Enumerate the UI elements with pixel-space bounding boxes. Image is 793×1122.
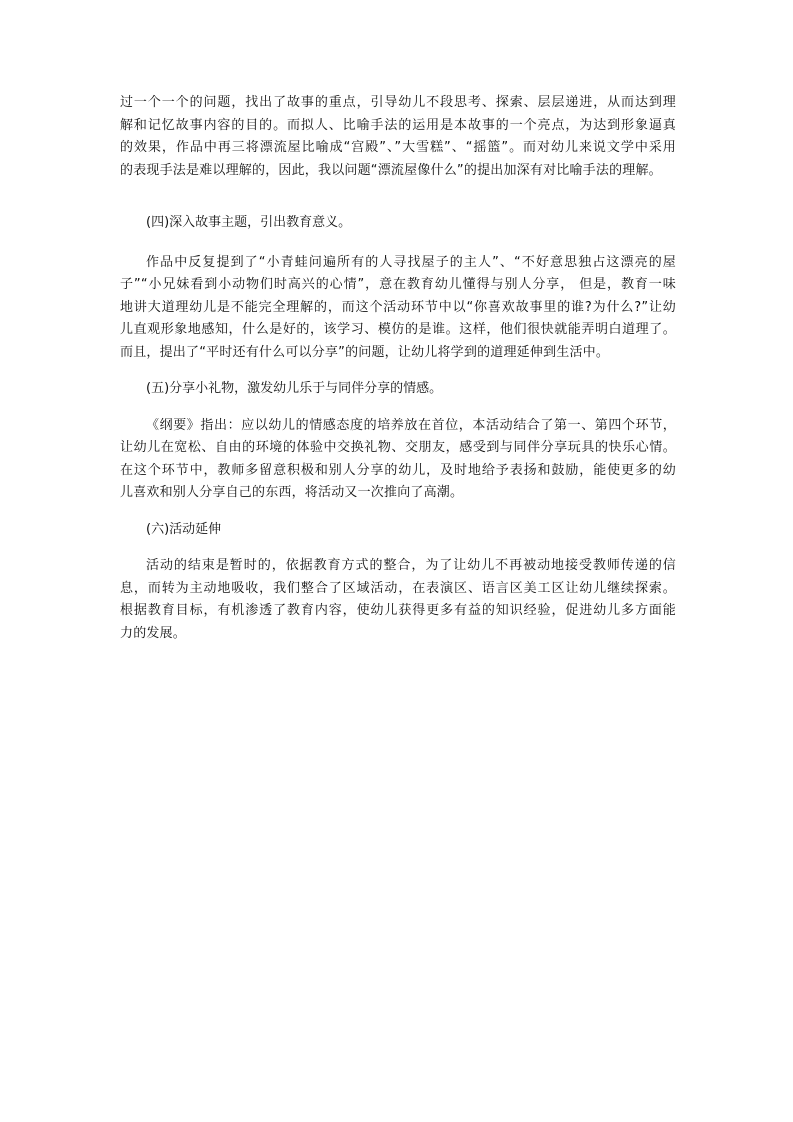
paragraph-1 <box>120 92 676 182</box>
paragraph-1-line: 解和记忆故事内容的目的。而拟人、比喻手法的运用是本故事的一个亮点，为达到形象逼真 <box>120 117 676 133</box>
document-page <box>120 92 676 645</box>
paragraph-2-line: 作品中反复提到了“小青蛙问遍所有的人寻找屋子的主人”、“不好意思独占这漂亮的屋 <box>146 254 676 270</box>
paragraph-4 <box>120 555 676 645</box>
paragraph-3-line: 让幼儿在宽松、自由的环境的体验中交换礼物、交朋友，感受到与同伴分享玩具的快乐心情。 <box>120 440 676 455</box>
section-heading-5: (五)分享小礼物，激发幼儿乐于与同伴分享的情感。 <box>146 381 443 396</box>
paragraph-4-line: 力的发展。 <box>120 625 187 641</box>
paragraph-2-line: 子”“小兄妹看到小动物们时高兴的心情”，意在教育幼儿懂得与别人分享， 但是，教育一味 <box>120 277 676 292</box>
paragraph-3-line: 在这个环节中，教师多留意积极和别人分享的幼儿，及时地给予表扬和鼓励，能使更多的幼 <box>120 462 676 478</box>
paragraph-1-line: 的表现手法是难以理解的，因此，我以问题“漂流屋像什么”的提出加深有对比喻手法的理解。 <box>120 162 662 178</box>
paragraph-2-line: 儿直观形象地感知，什么是好的，该学习、模仿的是谁。这样，他们很快就能弄明白道理了。 <box>120 322 676 337</box>
paragraph-1-line: 过一个一个的问题，找出了故事的重点，引导幼儿不段思考、探索、层层递进，从而达到理 <box>120 95 676 110</box>
paragraph-2-line: 地讲大道理幼儿是不能完全理解的，而这个活动环节中以“你喜欢故事里的谁?为什么?”让幼 <box>120 299 676 315</box>
paragraph-4-line: 根据教育目标，有机渗透了教育内容，使幼儿获得更多有益的知识经验，促进幼儿多方面能 <box>120 603 676 618</box>
paragraph-3 <box>120 415 676 505</box>
section-heading-6: (六)活动延伸 <box>146 521 222 537</box>
paragraph-2-line: 而且，提出了“平时还有什么可以分享”的问题，让幼儿将学到的道理延伸到生活中。 <box>120 344 610 360</box>
paragraph-2 <box>120 252 676 365</box>
paragraph-4-line: 活动的结束是暂时的，依据教育方式的整合，为了让幼儿不再被动地接受教师传递的信 <box>146 558 676 573</box>
paragraph-3-line: 儿喜欢和别人分享自己的东西，将活动又一次推向了高潮。 <box>120 485 464 500</box>
paragraph-4-line: 息，而转为主动地吸收，我们整合了区域活动，在表演区、语言区美工区让幼儿继续探索。 <box>120 580 676 596</box>
paragraph-1-line: 的效果，作品中再三将漂流屋比喻成“宫殿”、”大雪糕”、“摇篮”。而对幼儿来说文学中采用 <box>120 140 676 155</box>
section-heading-4: (四)深入故事主题，引出教育意义。 <box>146 215 352 230</box>
paragraph-3-line: 《纲要》指出：应以幼儿的情感态度的培养放在首位，本活动结合了第一、第四个环节， <box>146 417 676 433</box>
